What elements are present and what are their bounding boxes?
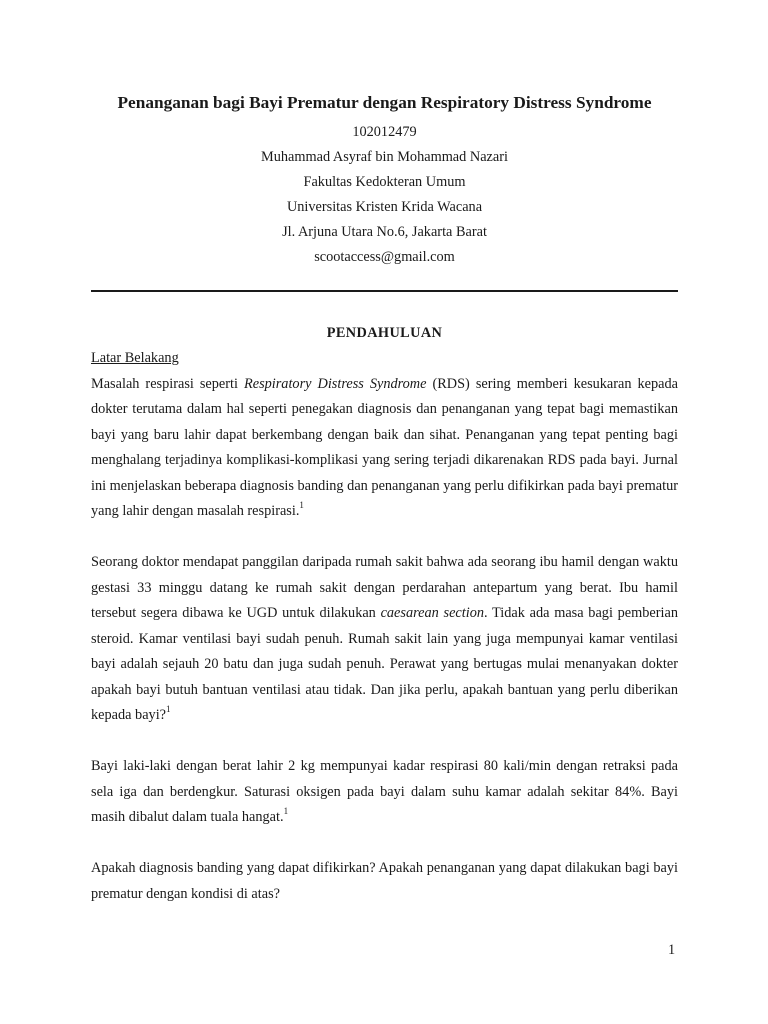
author-name: Muhammad Asyraf bin Mohammad Nazari [261,149,508,165]
paragraph-1-italic: Respiratory Distress Syndrome [243,375,427,392]
paragraph-2-text-b: . Tidak ada masa bagi pemberian steroid. Kamar ventilasi bayi sudah penuh. Rumah sakit lain yang juga mempunyai kamar ventilasi bayi adalah sejauh 20 batu dan juga sudah penuh. Perawat yang bertugas mulai menanyakan dokter apakah bayi butuh bantuan ventilasi atau tidak. Dan jika perlu, apakah bantuan yang perlu diberikan kepada bayi? [91,605,678,723]
paragraph-3 [91,754,678,831]
paragraph-2-reference: 1 [166,704,171,715]
subheading: Latar Belakang [91,350,179,366]
author-email: scootaccess@gmail.com [314,249,455,265]
section-heading: PENDAHULUAN [326,325,443,341]
paragraph-2-text-a: Seorang doktor mendapat panggilan daripada rumah sakit bahwa ada seorang ibu hamil dengan waktu gestasi 33 minggu datang ke rumah sakit dengan perdarahan antepartum yang berat. Ibu hamil tersebut segera dibawa ke UGD untuk dilakukan [91,554,678,621]
student-id: 102012479 [352,124,417,140]
document-title: Penanganan bagi Bayi Prematur dengan Respiratory Distress Syndrome [117,93,652,112]
paragraph-1-reference: 1 [299,500,304,511]
author-block [91,120,678,270]
paragraph-4 [91,856,678,907]
page-number: 1 [668,942,676,958]
paragraph-3-reference: 1 [283,806,289,817]
paragraph-1-text-a: Masalah respirasi seperti [91,375,244,392]
horizontal-divider [91,290,678,292]
paragraph-1 [91,372,678,525]
paragraph-1-text-b: (RDS) sering memberi kesukaran kepada dokter terutama dalam hal seperti penegakan diagnosis dan penanganan yang tepat bagi memastikan bayi yang baru lahir dapat berkembang dengan baik dan sihat. Penanganan yang tepat penting bagi menghalang terjadinya komplikasi-komplikasi yang sering terjadi dikarenakan RDS pada bayi. Jurnal ini menjelaskan beberapa diagnosis banding dan penanganan yang perlu difikirkan pada bayi prematur yang lahir dengan masalah respirasi. [91,375,679,519]
paragraph-2 [91,550,678,729]
author-university: Universitas Kristen Krida Wacana [286,199,483,215]
author-faculty: Fakultas Kedokteran Umum [303,174,466,190]
author-address: Jl. Arjuna Utara No.6, Jakarta Barat [282,224,487,240]
body-content [91,346,678,933]
paragraph-4-text: Apakah diagnosis banding yang dapat difikirkan? Apakah penanganan yang dapat dilakukan bagi bayi prematur dengan kondisi di atas? [91,860,678,902]
paragraph-2-italic: caesarean section [380,605,485,621]
paragraph-3-text: Bayi laki-laki dengan berat lahir 2 kg mempunyai kadar respirasi 80 kali/min dengan retraksi pada sela iga dan berdengkur. Saturasi oksigen pada bayi dalam suhu kamar adalah sekitar 84%. Bayi masih dibalut dalam tuala hangat. [91,758,678,825]
